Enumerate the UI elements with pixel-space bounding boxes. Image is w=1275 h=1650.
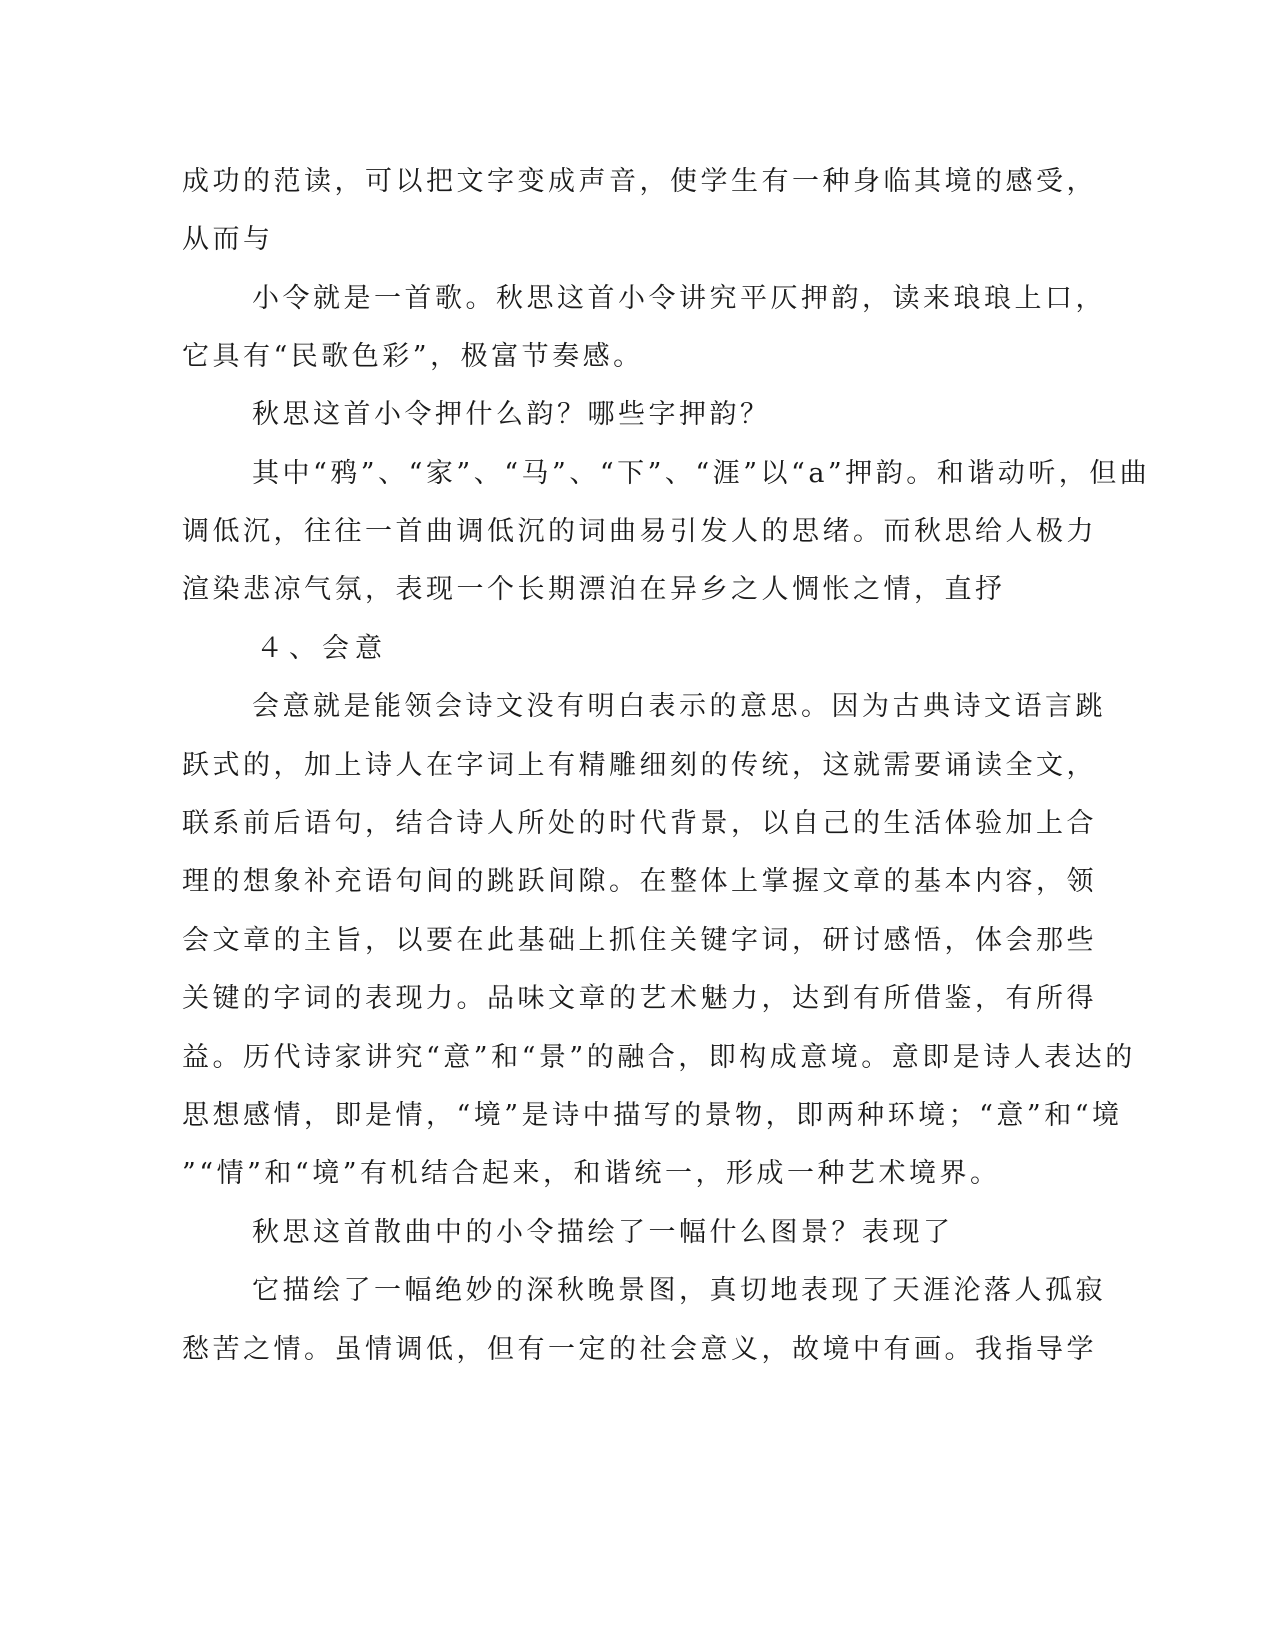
paragraph-first-line: 小令就是一首歌。秋思这首小令讲究平仄押韵，读来琅琅上口， — [252, 283, 1106, 314]
text-line: 愁苦之情。虽情调低，但有一定的社会意义，故境中有画。我指导学 — [182, 1334, 1097, 1365]
question-line: 秋思这首散曲中的小令描绘了一幅什么图景？表现了 — [252, 1217, 954, 1248]
paragraph-first-line: 会意就是能领会诗文没有明白表示的意思。因为古典诗文语言跳 — [252, 691, 1106, 722]
paragraph-first-line: 它描绘了一幅绝妙的深秋晚景图，真切地表现了天涯沦落人孤寂 — [252, 1275, 1106, 1306]
text-line: 跃式的，加上诗人在字词上有精雕细刻的传统，这就需要诵读全文， — [182, 750, 1097, 781]
section-heading: ４、会意 — [256, 633, 388, 664]
text-line: 思想感情，即是情，“境”是诗中描写的景物，即两种环境；“意”和“境 — [182, 1100, 1123, 1131]
text-line: 益。历代诗家讲究“意”和“景”的融合，即构成意境。意即是诗人表达的 — [182, 1042, 1136, 1073]
question-line: 秋思这首小令押什么韵？哪些字押韵？ — [252, 399, 771, 430]
text-line: 会文章的主旨，以要在此基础上抓住关键字词，研讨感悟，体会那些 — [182, 925, 1097, 956]
text-line: 调低沉，往往一首曲调低沉的词曲易引发人的思绪。而秋思给人极力 — [182, 516, 1097, 547]
text-line: 成功的范读，可以把文字变成声音，使学生有一种身临其境的感受， — [182, 166, 1097, 197]
text-line: 从而与 — [182, 224, 274, 255]
text-line: 联系前后语句，结合诗人所处的时代背景，以自己的生活体验加上合 — [182, 808, 1097, 839]
text-line: 它具有“民歌色彩”，极富节奏感。 — [182, 341, 644, 372]
paragraph-first-line: 其中“鸦”、“家”、“马”、“下”、“涯”以“a”押韵。和谐动听，但曲 — [252, 458, 1151, 489]
text-line: ”“情”和“境”有机结合起来，和谐统一，形成一种艺术境界。 — [182, 1158, 1001, 1189]
text-line: 理的想象补充语句间的跳跃间隙。在整体上掌握文章的基本内容，领 — [182, 866, 1097, 897]
text-line: 关键的字词的表现力。品味文章的艺术魅力，达到有所借鉴，有所得 — [182, 983, 1097, 1014]
text-line: 渲染悲凉气氛，表现一个长期漂泊在异乡之人惆怅之情，直抒 — [182, 574, 1006, 605]
